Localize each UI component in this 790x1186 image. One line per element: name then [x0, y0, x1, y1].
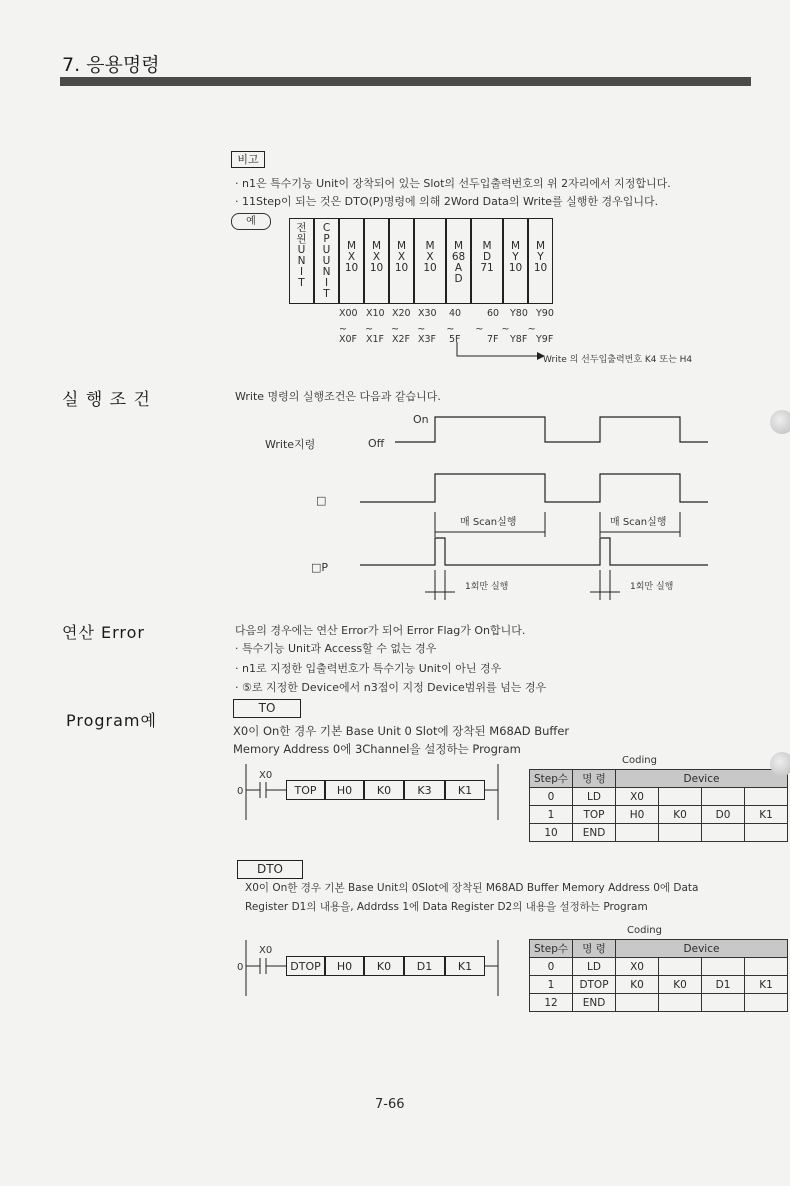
box-signal-label: □: [316, 494, 327, 507]
dto-rung-number: 0: [237, 962, 244, 973]
addr-bottom-label: Y9F: [536, 334, 554, 345]
on-label: On: [413, 413, 429, 426]
rack-slot: M 68 A D: [446, 218, 471, 304]
instruction-cell: DTOP: [286, 956, 325, 976]
coding-cell: [702, 994, 745, 1012]
coding-row: [530, 976, 788, 994]
exec-heading: 실 행 조 건: [62, 390, 151, 410]
instruction-cell: K0: [364, 956, 404, 976]
to-rung-number: 0: [237, 786, 244, 797]
error-line-0: 다음의 경우에는 연산 Error가 되어 Error Flag가 On합니다.: [235, 624, 526, 637]
page-title: 7. 응용명령: [62, 54, 160, 76]
coding-cell: [659, 788, 702, 806]
coding-cell: D1: [702, 976, 745, 994]
coding-cell: X0: [616, 958, 659, 976]
note-line-1: · n1은 특수기능 Unit이 장착되어 있는 Slot의 선두입출력번호의 위 2자리에서 지정합니다.: [235, 177, 671, 190]
write-cmd-label: Write지령: [265, 438, 316, 451]
coding-cell: [659, 958, 702, 976]
coding-cell: END: [573, 994, 616, 1012]
error-line-1: · 특수기능 Unit과 Access할 수 없는 경우: [235, 642, 437, 655]
to-coding-label: Coding: [622, 755, 657, 766]
page-number: 7-66: [375, 1097, 405, 1112]
coding-cell: TOP: [573, 806, 616, 824]
p-signal-label: □P: [311, 561, 329, 574]
to-label: TO: [233, 699, 301, 718]
coding-cell: H0: [616, 806, 659, 824]
coding-header-cell: Step수: [530, 940, 573, 958]
once-label-2: 1회만 실행: [630, 582, 674, 592]
coding-cell: [616, 994, 659, 1012]
header-bar: [60, 77, 751, 86]
addr-top-label: X00: [339, 308, 358, 319]
note-line-2: · 11Step이 되는 것은 DTO(P)명령에 의해 2Word Data의 Write를 실행한 경우입니다.: [235, 195, 659, 208]
coding-cell: D0: [702, 806, 745, 824]
addr-top-label: X20: [392, 308, 411, 319]
instruction-cell: K1: [445, 780, 485, 800]
coding-cell: 0: [530, 788, 573, 806]
coding-cell: 10: [530, 824, 573, 842]
addr-top-label: Y90: [536, 308, 554, 319]
binder-hole-1: [770, 410, 790, 434]
coding-cell: K1: [745, 806, 788, 824]
coding-header-cell: Device: [616, 770, 788, 788]
coding-header-cell: 명 령: [573, 940, 616, 958]
instruction-cell: D1: [404, 956, 445, 976]
rack-slot: M X 10: [339, 218, 364, 304]
instruction-cell: K3: [404, 780, 445, 800]
to-line-1: X0이 On한 경우 기본 Base Unit 0 Slot에 장착된 M68AD Buffer: [233, 724, 570, 738]
rack-slot: M Y 10: [528, 218, 553, 304]
coding-cell: DTOP: [573, 976, 616, 994]
instruction-cell: H0: [325, 780, 364, 800]
to-line-2: Memory Address 0에 3Channel을 설정하는 Program: [233, 742, 521, 756]
instruction-cell: K1: [445, 956, 485, 976]
coding-cell: [745, 824, 788, 842]
coding-row: [530, 788, 788, 806]
coding-cell: K1: [745, 976, 788, 994]
dto-coding-table: [529, 939, 788, 1012]
coding-header-cell: Device: [616, 940, 788, 958]
coding-cell: [659, 994, 702, 1012]
coding-header-cell: Step수: [530, 770, 573, 788]
dto-coding-label: Coding: [627, 925, 662, 936]
coding-cell: END: [573, 824, 616, 842]
binder-hole-2: [770, 752, 790, 776]
to-contact: X0: [259, 770, 273, 781]
addr-bottom-label: X2F: [392, 334, 411, 345]
rack-slot: M X 10: [414, 218, 446, 304]
addr-top-label: 40: [449, 308, 462, 319]
coding-cell: [745, 958, 788, 976]
error-line-3: · ⑤로 지정한 Device에서 n3점이 지정 Device범위를 넘는 경우: [235, 681, 547, 694]
addr-bottom-label: 7F: [487, 334, 499, 345]
addr-tilde-row: ~ ~ ~ ~ ~ ~ ~ ~: [339, 324, 536, 335]
coding-row: [530, 994, 788, 1012]
coding-header-cell: 명 령: [573, 770, 616, 788]
addr-top-label: X10: [366, 308, 385, 319]
dto-label: DTO: [237, 860, 303, 879]
rack-slot: M X 10: [389, 218, 414, 304]
coding-row: [530, 806, 788, 824]
rack-slot: 전 원 U N I T: [289, 218, 314, 304]
addr-top-label: 60: [487, 308, 500, 319]
addr-bottom-label: X1F: [366, 334, 385, 345]
addr-top-label: X30: [418, 308, 437, 319]
addr-bottom-label: X3F: [418, 334, 437, 345]
note-label: 비고: [231, 151, 265, 168]
coding-cell: 0: [530, 958, 573, 976]
rack-slot: M D 71: [471, 218, 503, 304]
coding-row: [530, 958, 788, 976]
write-note: Write 의 선두입출력번호 K4 또는 H4: [543, 355, 693, 365]
instruction-cell: K0: [364, 780, 404, 800]
scan-label-2: 매 Scan실행: [610, 517, 667, 528]
rack-slot: C P U U N I T: [314, 218, 339, 304]
addr-bottom-label: 5F: [449, 334, 461, 345]
to-coding-table: [529, 769, 788, 842]
coding-cell: K0: [659, 806, 702, 824]
off-label: Off: [368, 437, 385, 450]
write-arrow: [455, 340, 545, 360]
dto-contact: X0: [259, 945, 273, 956]
error-line-2: · n1로 지정한 입출력번호가 특수기능 Unit이 아닌 경우: [235, 662, 502, 675]
instruction-cell: TOP: [286, 780, 325, 800]
coding-cell: K0: [659, 976, 702, 994]
addr-top-label: Y80: [510, 308, 528, 319]
coding-cell: LD: [573, 958, 616, 976]
instruction-cell: H0: [325, 956, 364, 976]
example-label: 예: [231, 213, 271, 230]
dto-line-2: Register D1의 내용을, Addrdss 1에 Data Register D2의 내용을 설정하는 Program: [245, 901, 648, 913]
coding-cell: [702, 958, 745, 976]
coding-cell: X0: [616, 788, 659, 806]
addr-bottom-label: X0F: [339, 334, 358, 345]
scan-label-1: 매 Scan실행: [460, 517, 517, 528]
program-heading: Program예: [66, 711, 157, 730]
coding-cell: [659, 824, 702, 842]
coding-cell: [702, 824, 745, 842]
addr-bottom-label: Y8F: [510, 334, 528, 345]
exec-desc: Write 명령의 실행조건은 다음과 같습니다.: [235, 390, 441, 403]
coding-cell: 1: [530, 976, 573, 994]
dto-line-1: X0이 On한 경우 기본 Base Unit의 0Slot에 장착된 M68AD Buffer Memory Address 0에 Data: [245, 882, 699, 894]
coding-cell: LD: [573, 788, 616, 806]
coding-cell: [745, 788, 788, 806]
coding-cell: [616, 824, 659, 842]
coding-cell: 1: [530, 806, 573, 824]
coding-row: [530, 824, 788, 842]
coding-cell: [702, 788, 745, 806]
coding-cell: 12: [530, 994, 573, 1012]
error-heading: 연산 Error: [62, 623, 145, 642]
rack-slot: M X 10: [364, 218, 389, 304]
rack-slot: M Y 10: [503, 218, 528, 304]
coding-cell: [745, 994, 788, 1012]
coding-cell: K0: [616, 976, 659, 994]
once-label-1: 1회만 실행: [465, 582, 509, 592]
